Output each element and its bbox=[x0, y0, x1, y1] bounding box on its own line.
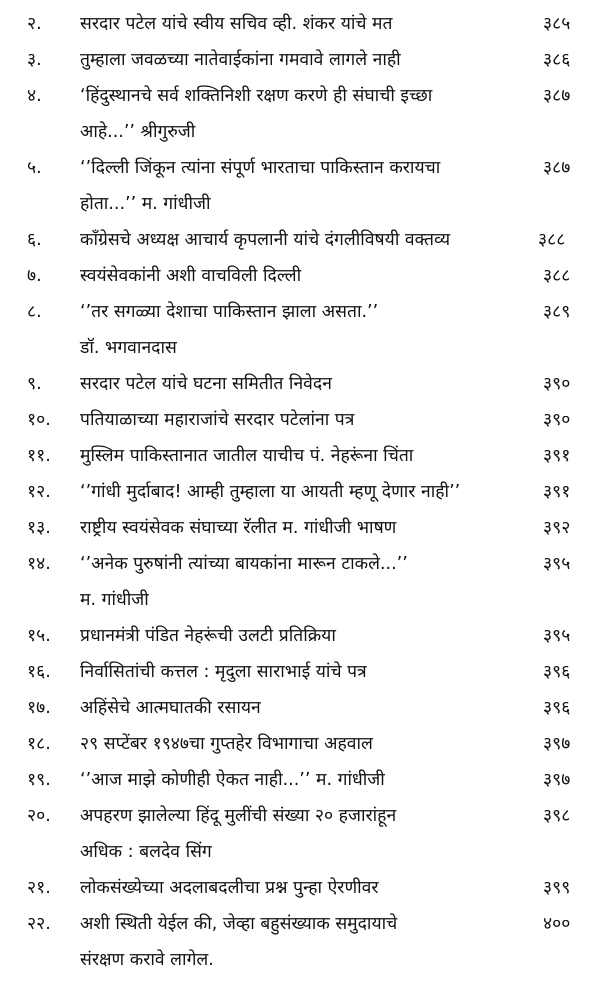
entry-page-number: ३९५ bbox=[543, 554, 571, 574]
entry-page-number: ३९७ bbox=[543, 770, 571, 790]
entry-title-line: स्वयंसेवकांनी अशी वाचविली दिल्ली bbox=[80, 266, 302, 286]
entry-page-number: ३९९ bbox=[543, 878, 571, 898]
toc-entry bbox=[0, 78, 600, 150]
entry-title bbox=[80, 762, 518, 798]
entry-title-line: ‘’आज माझे कोणीही ऐकत नाही...’’ म. गांधीजी bbox=[80, 770, 385, 790]
entry-title bbox=[80, 42, 518, 78]
entry-page-number: ३९१ bbox=[543, 446, 571, 466]
entry-title bbox=[80, 438, 518, 474]
entry-title bbox=[80, 690, 518, 726]
toc-entry bbox=[0, 690, 600, 726]
entry-title-line: संरक्षण करावे लागेल. bbox=[80, 950, 214, 970]
entry-page-number: ३९२ bbox=[543, 518, 571, 538]
entry-number: १९. bbox=[27, 770, 51, 790]
toc-entry bbox=[0, 366, 600, 402]
entry-title-line: आहे...’’ श्रीगुरुजी bbox=[80, 122, 196, 142]
entry-title-line: अहिंसेचे आत्मघातकी रसायन bbox=[80, 698, 261, 718]
entry-title bbox=[80, 798, 518, 870]
entry-number: २१. bbox=[27, 878, 51, 898]
entry-page-number: ३९० bbox=[543, 374, 571, 394]
entry-number: १५. bbox=[27, 626, 51, 646]
entry-page-number: ३८८ bbox=[538, 230, 566, 250]
toc-entry bbox=[0, 906, 600, 978]
entry-title-line: २९ सप्टेंबर १९४७चा गुप्तहेर विभागाचा अहवाल bbox=[80, 734, 373, 754]
entry-title bbox=[80, 510, 518, 546]
entry-title bbox=[80, 6, 518, 42]
toc-entry bbox=[0, 546, 600, 618]
entry-title bbox=[80, 366, 518, 402]
toc-entry bbox=[0, 258, 600, 294]
entry-page-number: ३८८ bbox=[543, 266, 571, 286]
entry-page-number: ३८५ bbox=[543, 14, 571, 34]
entry-number: १३. bbox=[27, 518, 51, 538]
entry-title-line: काँग्रेसचे अध्यक्ष आचार्य कृपलानी यांचे दंगलीविषयी वक्तव्य bbox=[80, 230, 451, 250]
entry-page-number: ३८९ bbox=[543, 302, 571, 322]
entry-number: ६. bbox=[27, 230, 42, 250]
entry-title bbox=[80, 402, 518, 438]
entry-title-line: होता...’’ म. गांधीजी bbox=[80, 194, 211, 214]
entry-title bbox=[80, 258, 518, 294]
entry-number: ५. bbox=[27, 158, 42, 178]
toc-entry bbox=[0, 510, 600, 546]
entry-page-number: ३९५ bbox=[543, 626, 571, 646]
entry-number: २. bbox=[27, 14, 42, 34]
entry-title-line: ‘’अनेक पुरुषांनी त्यांच्या बायकांना मारून टाकले...’’ bbox=[80, 554, 408, 574]
toc-entry bbox=[0, 42, 600, 78]
toc-entry bbox=[0, 618, 600, 654]
entry-title-line: प्रधानमंत्री पंडित नेहरूंची उलटी प्रतिक्रिया bbox=[80, 626, 336, 646]
toc-entry bbox=[0, 150, 600, 222]
entry-page-number: ३९८ bbox=[543, 806, 571, 826]
entry-title bbox=[80, 78, 518, 150]
entry-number: २२. bbox=[27, 914, 51, 934]
entry-title-line: ‘हिंदुस्थानचे सर्व शक्तिनिशी रक्षण करणे ही संघाची इच्छा bbox=[80, 86, 433, 106]
entry-page-number: ३९१ bbox=[543, 482, 571, 502]
entry-title-line: मुस्लिम पाकिस्तानात जातील याचीच पं. नेहरूंना चिंता bbox=[80, 446, 414, 466]
entry-title-line: ‘’तर सगळ्या देशाचा पाकिस्तान झाला असता.’’ bbox=[80, 302, 379, 322]
entry-title-line: अधिक : बलदेव सिंग bbox=[80, 842, 212, 862]
entry-number: १४. bbox=[27, 554, 51, 574]
entry-title bbox=[80, 906, 518, 978]
entry-title-line: लोकसंख्येच्या अदलाबदलीचा प्रश्न पुन्हा ऐरणीवर bbox=[80, 878, 379, 898]
entry-page-number: ३८७ bbox=[543, 86, 571, 106]
entry-title bbox=[80, 150, 518, 222]
entry-number: १२. bbox=[27, 482, 51, 502]
entry-title bbox=[80, 618, 518, 654]
toc-entry bbox=[0, 6, 600, 42]
entry-number: १०. bbox=[27, 410, 51, 430]
entry-title bbox=[80, 294, 518, 366]
toc-entry bbox=[0, 654, 600, 690]
entry-number: ९. bbox=[27, 374, 42, 394]
entry-title bbox=[80, 546, 518, 618]
entry-title bbox=[80, 654, 518, 690]
entry-title-line: डॉ. भगवानदास bbox=[80, 338, 177, 358]
entry-title bbox=[80, 870, 518, 906]
table-of-contents bbox=[0, 6, 600, 978]
toc-entry bbox=[0, 762, 600, 798]
entry-title-line: अपहरण झालेल्या हिंदू मुलींची संख्या २० हजारांहून bbox=[80, 806, 397, 826]
entry-page-number: ३९६ bbox=[543, 698, 571, 718]
entry-page-number: ३८६ bbox=[543, 50, 571, 70]
entry-number: ८. bbox=[27, 302, 42, 322]
entry-page-number: ३९७ bbox=[543, 734, 571, 754]
toc-entry bbox=[0, 870, 600, 906]
entry-number: १६. bbox=[27, 662, 51, 682]
entry-page-number: ३९० bbox=[543, 410, 571, 430]
entry-number: ७. bbox=[27, 266, 42, 286]
entry-title-line: म. गांधीजी bbox=[80, 590, 149, 610]
entry-title-line: सरदार पटेल यांचे स्वीय सचिव व्ही. शंकर यांचे मत bbox=[80, 14, 393, 34]
toc-entry bbox=[0, 402, 600, 438]
entry-title-line: निर्वासितांची कत्तल : मृदुला साराभाई यांचे पत्र bbox=[80, 662, 367, 682]
toc-entry bbox=[0, 798, 600, 870]
entry-title-line: पतियाळाच्या महाराजांचे सरदार पटेलांना पत्र bbox=[80, 410, 355, 430]
toc-entry bbox=[0, 474, 600, 510]
toc-entry bbox=[0, 438, 600, 474]
entry-title bbox=[80, 474, 518, 510]
entry-title-line: सरदार पटेल यांचे घटना समितीत निवेदन bbox=[80, 374, 332, 394]
toc-entry bbox=[0, 726, 600, 762]
entry-number: ११. bbox=[27, 446, 51, 466]
entry-page-number: ३८७ bbox=[543, 158, 571, 178]
entry-number: ४. bbox=[27, 86, 42, 106]
entry-number: १७. bbox=[27, 698, 51, 718]
toc-entry bbox=[0, 294, 600, 366]
entry-title-line: राष्ट्रीय स्वयंसेवक संघाच्या रॅलीत म. गांधीजी भाषण bbox=[80, 518, 397, 538]
entry-page-number: ४०० bbox=[543, 914, 571, 934]
entry-number: ३. bbox=[27, 50, 42, 70]
entry-page-number: ३९६ bbox=[543, 662, 571, 682]
entry-title-line: तुम्हाला जवळच्या नातेवाईकांना गमवावे लागले नाही bbox=[80, 50, 401, 70]
entry-title bbox=[80, 222, 518, 258]
entry-title-line: अशी स्थिती येईल की, जेव्हा बहुसंख्याक समुदायाचे bbox=[80, 914, 398, 934]
entry-number: १८. bbox=[27, 734, 51, 754]
toc-entry bbox=[0, 222, 600, 258]
entry-title-line: ‘’गांधी मुर्दाबाद! आम्ही तुम्हाला या आयती म्हणू देणार नाही’’ bbox=[80, 482, 461, 502]
entry-title bbox=[80, 726, 518, 762]
entry-number: २०. bbox=[27, 806, 51, 826]
entry-title-line: ‘’दिल्ली जिंकून त्यांना संपूर्ण भारताचा पाकिस्तान करायचा bbox=[80, 158, 441, 178]
